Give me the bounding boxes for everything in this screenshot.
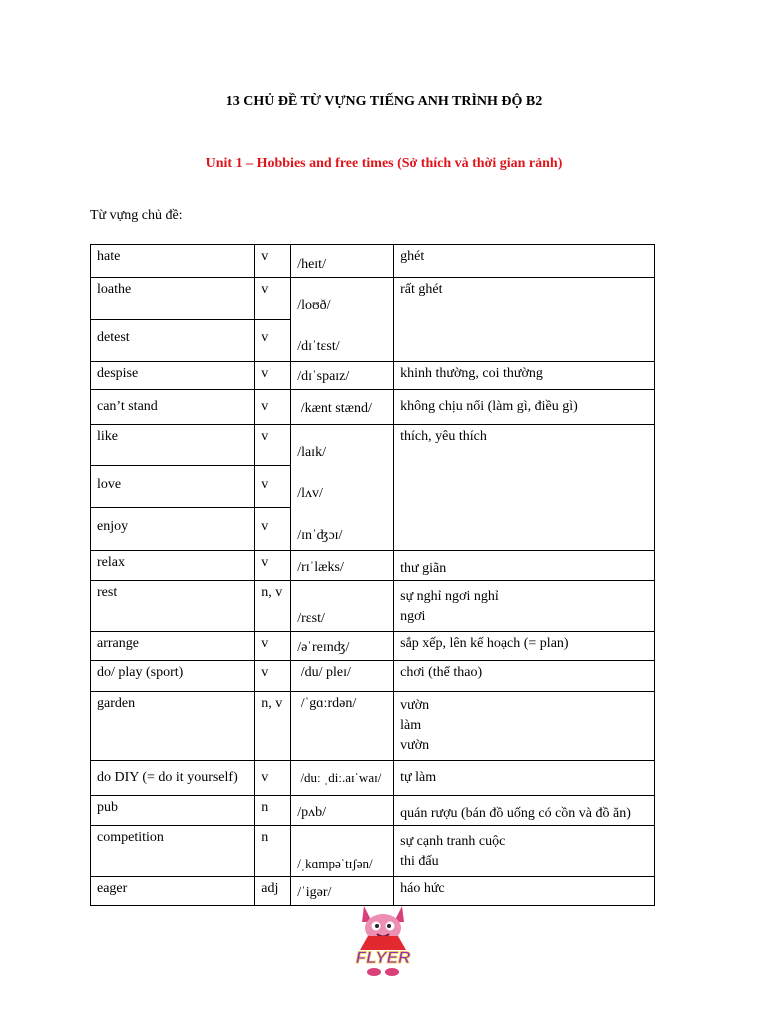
pos-cell: v	[255, 245, 291, 278]
ipa-text: /dɪˈtɛst/	[297, 339, 340, 354]
unit-heading: Unit 1 – Hobbies and free times (Sở thích và thời gian rảnh)	[205, 156, 563, 171]
meaning-cell: tự làm	[394, 761, 655, 796]
ipa-text: /loʊð/	[297, 298, 331, 313]
word-cell: loathe	[91, 278, 255, 320]
word-cell: eager	[91, 877, 255, 906]
pos-cell: n	[255, 826, 291, 877]
meaning-cell: quán rượu (bán đồ uống có cồn và đồ ăn)	[394, 796, 655, 826]
word-cell: competition	[91, 826, 255, 877]
table-row	[91, 632, 655, 661]
word-cell: can’t stand	[91, 390, 255, 425]
ipa-cell: /əˈreɪnʤ/	[291, 632, 394, 661]
page-title: 13 CHỦ ĐỀ TỪ VỰNG TIẾNG ANH TRÌNH ĐỘ B2	[225, 94, 543, 109]
pos-cell: n, v	[255, 581, 291, 632]
word-cell: rest	[91, 581, 255, 632]
table-row	[91, 761, 655, 796]
ipa-cell: /rɛst/	[291, 581, 394, 632]
pos-cell: v	[255, 362, 291, 390]
word-cell: like	[91, 425, 255, 466]
ipa-cell: /heɪt/	[291, 245, 394, 278]
table-row	[91, 278, 655, 320]
pos-cell: v	[255, 425, 291, 466]
word-cell: garden	[91, 692, 255, 761]
table-row	[91, 245, 655, 278]
meaning-line: vườn	[400, 738, 430, 753]
ipa-cell: /rɪˈlæks/	[291, 551, 394, 581]
meaning-cell: khinh thường, coi thường	[394, 362, 655, 390]
meaning-cell: háo hức	[394, 877, 655, 906]
pos-cell: v	[255, 551, 291, 581]
ipa-cell: /kænt stænd/	[291, 390, 394, 425]
table-row	[91, 661, 655, 692]
word-cell: love	[91, 465, 255, 507]
pos-cell: v	[255, 320, 291, 362]
pos-cell: v	[255, 278, 291, 320]
table-row	[91, 390, 655, 425]
pos-cell: v	[255, 661, 291, 692]
word-cell: detest	[91, 320, 255, 362]
word-cell: arrange	[91, 632, 255, 661]
ipa-cell-merged	[291, 425, 394, 551]
pos-cell: n	[255, 796, 291, 826]
ipa-cell: /ˈgɑːrdən/	[291, 692, 394, 761]
vocab-table	[90, 244, 655, 906]
meaning-line: sự nghỉ ngơi nghỉ	[400, 589, 499, 604]
ipa-text: /ɪnˈʤɔɪ/	[297, 528, 343, 543]
word-cell: enjoy	[91, 507, 255, 550]
table-row	[91, 362, 655, 390]
pos-cell: n, v	[255, 692, 291, 761]
meaning-cell	[394, 826, 655, 877]
pos-cell: v	[255, 507, 291, 550]
ipa-cell: /du/ pleɪ/	[291, 661, 394, 692]
table-row	[91, 796, 655, 826]
word-cell: despise	[91, 362, 255, 390]
word-cell: do DIY (= do it yourself)	[91, 761, 255, 796]
meaning-line: vườn	[400, 698, 430, 713]
table-row	[91, 551, 655, 581]
pos-cell: adj	[255, 877, 291, 906]
meaning-cell	[394, 581, 655, 632]
flyer-mascot-logo	[350, 900, 416, 978]
word-cell: relax	[91, 551, 255, 581]
meaning-line: ngơi	[400, 609, 426, 624]
intro-text: Từ vựng chủ đề:	[90, 208, 183, 223]
meaning-cell: thư giãn	[394, 551, 655, 581]
meaning-line: thi đấu	[400, 854, 439, 869]
table-row	[91, 581, 655, 632]
ipa-cell-merged	[291, 278, 394, 362]
word-cell: pub	[91, 796, 255, 826]
logo-wordmark: FLYER	[355, 948, 411, 967]
pos-cell: v	[255, 465, 291, 507]
ipa-text: /laɪk/	[297, 445, 326, 460]
ipa-text: /lʌv/	[297, 486, 323, 501]
ipa-cell: /ˈigər/	[291, 877, 394, 906]
meaning-cell: không chịu nổi (làm gì, điều gì)	[394, 390, 655, 425]
meaning-cell	[394, 692, 655, 761]
pos-cell: v	[255, 761, 291, 796]
word-cell: do/ play (sport)	[91, 661, 255, 692]
meaning-cell: chơi (thể thao)	[394, 661, 655, 692]
meaning-cell: sắp xếp, lên kế hoạch (= plan)	[394, 632, 655, 661]
ipa-cell: /ˌkɑmpəˈtɪʃən/	[291, 826, 394, 877]
meaning-cell: ghét	[394, 245, 655, 278]
word-cell: hate	[91, 245, 255, 278]
table-row	[91, 425, 655, 466]
pos-cell: v	[255, 390, 291, 425]
ipa-cell: /pʌb/	[291, 796, 394, 826]
meaning-cell: rất ghét	[394, 278, 655, 362]
meaning-line: làm	[400, 718, 422, 733]
ipa-cell: /duː ˌdiː.aɪˈwaɪ/	[291, 761, 394, 796]
pos-cell: v	[255, 632, 291, 661]
table-row	[91, 692, 655, 761]
meaning-cell: thích, yêu thích	[394, 425, 655, 551]
table-row	[91, 826, 655, 877]
meaning-line: sự cạnh tranh cuộc	[400, 834, 506, 849]
ipa-cell: /dɪˈspaɪz/	[291, 362, 394, 390]
